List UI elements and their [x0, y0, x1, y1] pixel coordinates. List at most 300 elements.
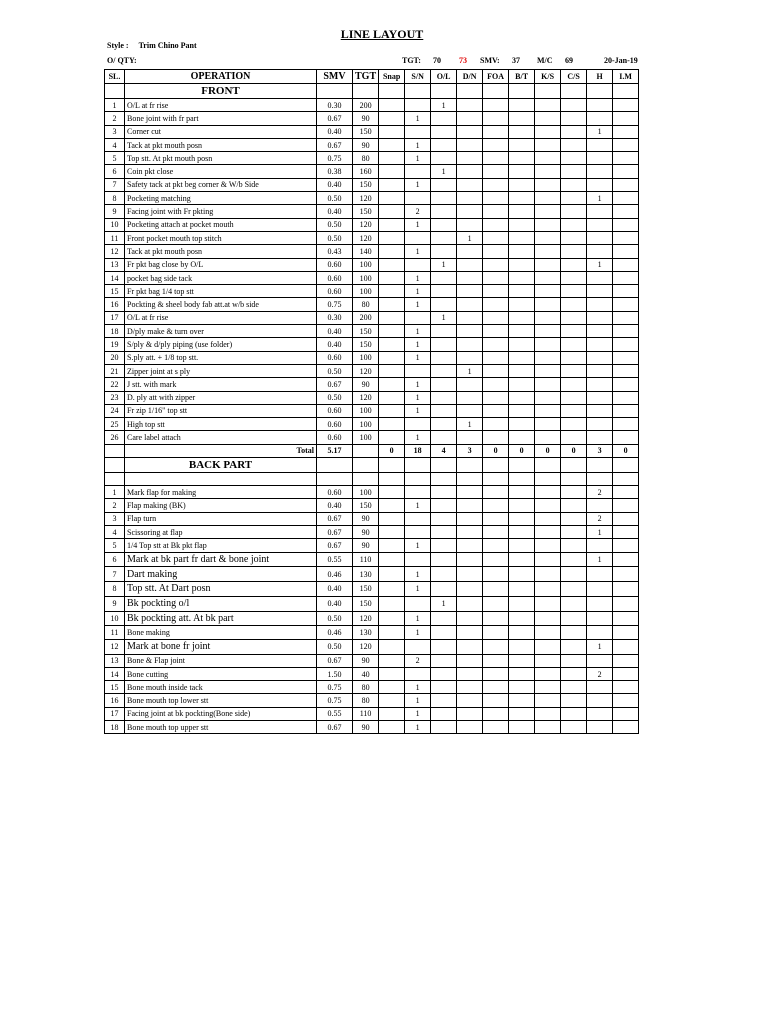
machine-cell — [561, 271, 587, 284]
machine-cell — [431, 667, 457, 680]
sl-cell: 26 — [105, 431, 125, 444]
machine-cell — [509, 258, 535, 271]
machine-cell — [483, 431, 509, 444]
operation-cell: Facing joint at bk pockting(Bone side) — [125, 707, 317, 720]
machine-cell — [379, 512, 405, 525]
machine-cell — [483, 165, 509, 178]
machine-cell — [431, 582, 457, 597]
machine-cell — [457, 596, 483, 611]
sl-cell: 14 — [105, 667, 125, 680]
tgt-cell: 120 — [353, 391, 379, 404]
machine-cell — [587, 152, 613, 165]
machine-cell — [535, 596, 561, 611]
machine-cell — [483, 298, 509, 311]
tgt-cell: 80 — [353, 694, 379, 707]
empty-cell — [379, 473, 405, 486]
machine-cell — [483, 552, 509, 567]
machine-cell — [379, 218, 405, 231]
machine-cell — [405, 364, 431, 377]
machine-cell — [379, 178, 405, 191]
section-title: FRONT — [125, 84, 317, 99]
machine-cell — [561, 499, 587, 512]
tgt-cell: 150 — [353, 499, 379, 512]
operation-cell: pocket bag side tack — [125, 271, 317, 284]
machine-cell — [535, 707, 561, 720]
table-row — [105, 667, 639, 680]
operation-cell: Top stt. At Dart posn — [125, 582, 317, 597]
machine-cell — [535, 378, 561, 391]
smv-cell: 0.67 — [317, 138, 353, 151]
machine-cell — [587, 99, 613, 112]
machine-cell — [561, 654, 587, 667]
machine-cell — [509, 721, 535, 734]
machine-cell — [587, 596, 613, 611]
operation-cell: Mark at bone fr joint — [125, 639, 317, 654]
machine-cell: 1 — [405, 611, 431, 626]
machine-cell — [431, 404, 457, 417]
machine-cell — [483, 667, 509, 680]
machine-cell — [509, 311, 535, 324]
machine-cell — [613, 378, 639, 391]
tgt-value: 70 — [433, 56, 441, 65]
empty-cell — [561, 84, 587, 99]
machine-cell — [431, 178, 457, 191]
operation-cell: Pockting & sheel body fab att.at w/b side — [125, 298, 317, 311]
machine-cell — [509, 596, 535, 611]
machine-cell — [379, 539, 405, 552]
machine-cell — [431, 138, 457, 151]
machine-cell — [509, 431, 535, 444]
machine-cell — [535, 138, 561, 151]
machine-cell — [509, 364, 535, 377]
tgt-cell: 200 — [353, 311, 379, 324]
sl-cell: 7 — [105, 178, 125, 191]
machine-cell: 1 — [405, 271, 431, 284]
machine-cell — [405, 525, 431, 538]
empty-cell — [509, 84, 535, 99]
machine-cell — [509, 271, 535, 284]
order-qty-label: O/ QTY: — [107, 56, 137, 65]
machine-cell — [587, 285, 613, 298]
machine-cell — [535, 205, 561, 218]
operation-cell: Flap making (BK) — [125, 499, 317, 512]
machine-cell — [379, 611, 405, 626]
machine-cell — [457, 404, 483, 417]
table-row — [105, 596, 639, 611]
machine-cell — [509, 125, 535, 138]
machine-cell — [561, 258, 587, 271]
machine-cell — [379, 582, 405, 597]
machine-cell — [561, 152, 587, 165]
col-header: TGT — [353, 70, 379, 84]
machine-cell — [535, 112, 561, 125]
empty-cell — [483, 84, 509, 99]
machine-cell — [431, 552, 457, 567]
machine-cell — [587, 245, 613, 258]
machine-cell — [483, 694, 509, 707]
machine-cell — [509, 165, 535, 178]
machine-cell — [457, 285, 483, 298]
empty-cell — [379, 458, 405, 473]
tgt-label: TGT: — [402, 56, 421, 65]
machine-cell — [405, 165, 431, 178]
machine-cell — [587, 218, 613, 231]
empty-cell — [405, 458, 431, 473]
machine-cell — [535, 99, 561, 112]
machine-cell — [535, 152, 561, 165]
machine-cell — [613, 404, 639, 417]
machine-cell — [561, 707, 587, 720]
machine-cell — [379, 431, 405, 444]
machine-cell — [431, 245, 457, 258]
sl-cell: 2 — [105, 112, 125, 125]
machine-cell: 1 — [431, 258, 457, 271]
machine-cell — [457, 525, 483, 538]
mc-value: 69 — [565, 56, 573, 65]
tgt-cell: 150 — [353, 596, 379, 611]
machine-cell — [561, 721, 587, 734]
machine-cell — [405, 311, 431, 324]
machine-cell — [613, 721, 639, 734]
machine-cell — [431, 338, 457, 351]
table-row — [105, 681, 639, 694]
machine-cell — [405, 512, 431, 525]
sl-cell: 6 — [105, 165, 125, 178]
machine-cell — [431, 285, 457, 298]
machine-cell — [431, 512, 457, 525]
sl-cell: 5 — [105, 539, 125, 552]
operation-cell: Bk pockting att. At bk part — [125, 611, 317, 626]
smv-cell: 0.60 — [317, 418, 353, 431]
machine-cell — [613, 231, 639, 244]
smv-cell: 0.60 — [317, 271, 353, 284]
tgt-cell: 160 — [353, 165, 379, 178]
machine-cell — [457, 378, 483, 391]
machine-cell: 1 — [405, 404, 431, 417]
operation-cell: High top stt — [125, 418, 317, 431]
machine-cell — [483, 582, 509, 597]
machine-cell — [613, 258, 639, 271]
col-header: OPERATION — [125, 70, 317, 84]
sl-cell: 5 — [105, 152, 125, 165]
operation-cell: Bk pockting o/l — [125, 596, 317, 611]
machine-cell — [535, 178, 561, 191]
machine-cell — [431, 298, 457, 311]
machine-cell — [613, 596, 639, 611]
machine-cell — [509, 404, 535, 417]
machine-cell — [405, 552, 431, 567]
machine-cell — [379, 192, 405, 205]
machine-cell: 1 — [405, 218, 431, 231]
tgt-cell: 100 — [353, 431, 379, 444]
machine-cell — [483, 125, 509, 138]
table-row — [105, 165, 639, 178]
machine-cell — [509, 205, 535, 218]
operation-cell: S/ply & d/ply piping (use folder) — [125, 338, 317, 351]
machine-cell — [613, 245, 639, 258]
total-cell: 3 — [587, 444, 613, 457]
machine-cell — [457, 539, 483, 552]
document-title: LINE LAYOUT — [340, 27, 424, 41]
machine-cell — [379, 338, 405, 351]
machine-cell — [431, 499, 457, 512]
machine-cell — [587, 364, 613, 377]
smv-value: 37 — [512, 56, 520, 65]
machine-cell — [561, 639, 587, 654]
tgt-cell: 110 — [353, 707, 379, 720]
machine-cell — [457, 694, 483, 707]
table-row — [105, 138, 639, 151]
operation-cell: O/L at fr rise — [125, 311, 317, 324]
machine-cell — [431, 694, 457, 707]
machine-cell — [509, 178, 535, 191]
machine-cell — [613, 512, 639, 525]
machine-cell — [561, 165, 587, 178]
machine-cell — [457, 338, 483, 351]
smv-label: SMV: — [480, 56, 500, 65]
machine-cell — [535, 639, 561, 654]
machine-cell — [379, 231, 405, 244]
smv-cell: 0.60 — [317, 285, 353, 298]
machine-cell: 1 — [587, 639, 613, 654]
machine-cell — [535, 271, 561, 284]
smv-cell: 0.75 — [317, 694, 353, 707]
machine-cell — [535, 125, 561, 138]
tgt-cell: 140 — [353, 245, 379, 258]
machine-cell — [457, 125, 483, 138]
machine-cell — [613, 192, 639, 205]
empty-cell — [561, 473, 587, 486]
machine-cell — [457, 707, 483, 720]
empty-cell — [353, 473, 379, 486]
machine-cell: 1 — [405, 582, 431, 597]
machine-cell — [587, 611, 613, 626]
machine-cell — [457, 271, 483, 284]
machine-cell — [613, 567, 639, 582]
machine-cell: 1 — [587, 525, 613, 538]
machine-cell — [431, 486, 457, 499]
machine-cell — [613, 178, 639, 191]
machine-cell — [613, 165, 639, 178]
tgt-cell: 120 — [353, 611, 379, 626]
machine-cell — [483, 378, 509, 391]
sl-cell: 13 — [105, 654, 125, 667]
machine-cell: 1 — [405, 391, 431, 404]
machine-cell — [613, 325, 639, 338]
smv-cell: 0.75 — [317, 681, 353, 694]
machine-cell — [561, 178, 587, 191]
machine-cell — [379, 404, 405, 417]
smv-cell: 0.55 — [317, 707, 353, 720]
sl-cell: 17 — [105, 311, 125, 324]
table-row — [105, 418, 639, 431]
machine-cell — [405, 667, 431, 680]
machine-cell — [457, 112, 483, 125]
machine-cell — [535, 298, 561, 311]
machine-cell — [379, 112, 405, 125]
machine-cell — [457, 486, 483, 499]
machine-cell — [561, 567, 587, 582]
machine-cell — [405, 639, 431, 654]
operation-cell: Pocketing matching — [125, 192, 317, 205]
sl-cell: 9 — [105, 205, 125, 218]
tgt-cell: 90 — [353, 654, 379, 667]
machine-cell — [457, 499, 483, 512]
operation-cell: Corner cut — [125, 125, 317, 138]
smv-cell: 0.40 — [317, 178, 353, 191]
machine-cell — [613, 431, 639, 444]
machine-cell — [483, 311, 509, 324]
tgt-cell: 150 — [353, 338, 379, 351]
empty-cell — [483, 473, 509, 486]
machine-cell: 1 — [587, 192, 613, 205]
smv-cell: 0.50 — [317, 218, 353, 231]
machine-cell: 1 — [405, 112, 431, 125]
machine-cell — [587, 539, 613, 552]
machine-cell — [587, 138, 613, 151]
machine-cell: 1 — [587, 125, 613, 138]
table-row — [105, 192, 639, 205]
machine-cell — [587, 338, 613, 351]
machine-cell — [561, 285, 587, 298]
machine-cell: 1 — [457, 418, 483, 431]
machine-cell — [587, 351, 613, 364]
machine-cell — [483, 567, 509, 582]
empty-cell — [509, 458, 535, 473]
sl-cell: 2 — [105, 499, 125, 512]
machine-cell — [431, 378, 457, 391]
machine-cell — [561, 125, 587, 138]
empty-cell — [587, 84, 613, 99]
machine-cell — [431, 351, 457, 364]
col-header: C/S — [561, 70, 587, 84]
machine-cell — [379, 596, 405, 611]
machine-cell — [457, 611, 483, 626]
machine-cell — [379, 99, 405, 112]
machine-cell: 1 — [405, 378, 431, 391]
operation-cell: Bone & Flap joint — [125, 654, 317, 667]
tgt-cell: 120 — [353, 231, 379, 244]
empty-cell — [405, 84, 431, 99]
empty-cell — [317, 84, 353, 99]
machine-cell: 1 — [431, 311, 457, 324]
table-row — [105, 285, 639, 298]
machine-cell — [535, 654, 561, 667]
table-row — [105, 325, 639, 338]
machine-cell — [509, 499, 535, 512]
machine-cell — [561, 218, 587, 231]
table-row — [105, 639, 639, 654]
machine-cell — [535, 694, 561, 707]
machine-cell — [561, 99, 587, 112]
machine-cell — [431, 721, 457, 734]
operation-cell: Facing joint with Fr pkting — [125, 205, 317, 218]
machine-cell — [509, 654, 535, 667]
col-header: Snap — [379, 70, 405, 84]
machine-cell: 2 — [405, 205, 431, 218]
machine-cell: 1 — [405, 567, 431, 582]
sl-cell: 23 — [105, 391, 125, 404]
machine-cell — [379, 654, 405, 667]
col-header: S/N — [405, 70, 431, 84]
smv-cell: 0.30 — [317, 99, 353, 112]
machine-cell — [587, 499, 613, 512]
machine-cell — [561, 681, 587, 694]
machine-cell — [535, 391, 561, 404]
tgt-cell: 80 — [353, 681, 379, 694]
machine-cell: 1 — [405, 707, 431, 720]
machine-cell — [483, 707, 509, 720]
machine-cell — [405, 231, 431, 244]
tgt-cell: 100 — [353, 271, 379, 284]
smv-cell: 0.43 — [317, 245, 353, 258]
operation-cell: Top stt. At pkt mouth posn — [125, 152, 317, 165]
machine-cell — [483, 539, 509, 552]
total-cell: 0 — [561, 444, 587, 457]
machine-cell — [457, 325, 483, 338]
machine-cell — [431, 364, 457, 377]
smv-cell: 1.50 — [317, 667, 353, 680]
machine-cell — [587, 418, 613, 431]
machine-cell — [483, 351, 509, 364]
machine-cell — [457, 205, 483, 218]
machine-cell — [483, 258, 509, 271]
style-value: Trim Chino Pant — [138, 41, 197, 50]
col-header: B/T — [509, 70, 535, 84]
machine-cell — [535, 311, 561, 324]
machine-cell — [405, 258, 431, 271]
machine-cell — [457, 639, 483, 654]
tgt-cell: 90 — [353, 539, 379, 552]
machine-cell — [483, 178, 509, 191]
smv-cell: 0.67 — [317, 112, 353, 125]
machine-cell — [613, 99, 639, 112]
sl-cell: 8 — [105, 582, 125, 597]
sl-cell: 13 — [105, 258, 125, 271]
machine-cell — [509, 325, 535, 338]
smv-cell: 0.67 — [317, 525, 353, 538]
machine-cell — [483, 231, 509, 244]
machine-cell — [457, 245, 483, 258]
table-row — [105, 338, 639, 351]
machine-cell — [379, 285, 405, 298]
machine-cell — [613, 667, 639, 680]
smv-cell: 0.50 — [317, 364, 353, 377]
empty-cell — [535, 473, 561, 486]
machine-cell: 1 — [405, 325, 431, 338]
machine-cell — [483, 218, 509, 231]
machine-cell — [457, 582, 483, 597]
operation-cell: J stt. with mark — [125, 378, 317, 391]
machine-cell — [613, 218, 639, 231]
table-row — [105, 218, 639, 231]
machine-cell — [613, 418, 639, 431]
machine-cell — [483, 205, 509, 218]
empty-cell — [457, 84, 483, 99]
table-row — [105, 486, 639, 499]
machine-cell — [535, 721, 561, 734]
style-label: Style : — [107, 41, 129, 50]
machine-cell — [405, 192, 431, 205]
machine-cell — [431, 271, 457, 284]
table-row — [105, 552, 639, 567]
machine-cell — [535, 258, 561, 271]
sl-cell: 12 — [105, 245, 125, 258]
machine-cell: 1 — [431, 165, 457, 178]
machine-cell: 1 — [405, 338, 431, 351]
empty-cell — [105, 473, 125, 486]
machine-cell — [535, 404, 561, 417]
